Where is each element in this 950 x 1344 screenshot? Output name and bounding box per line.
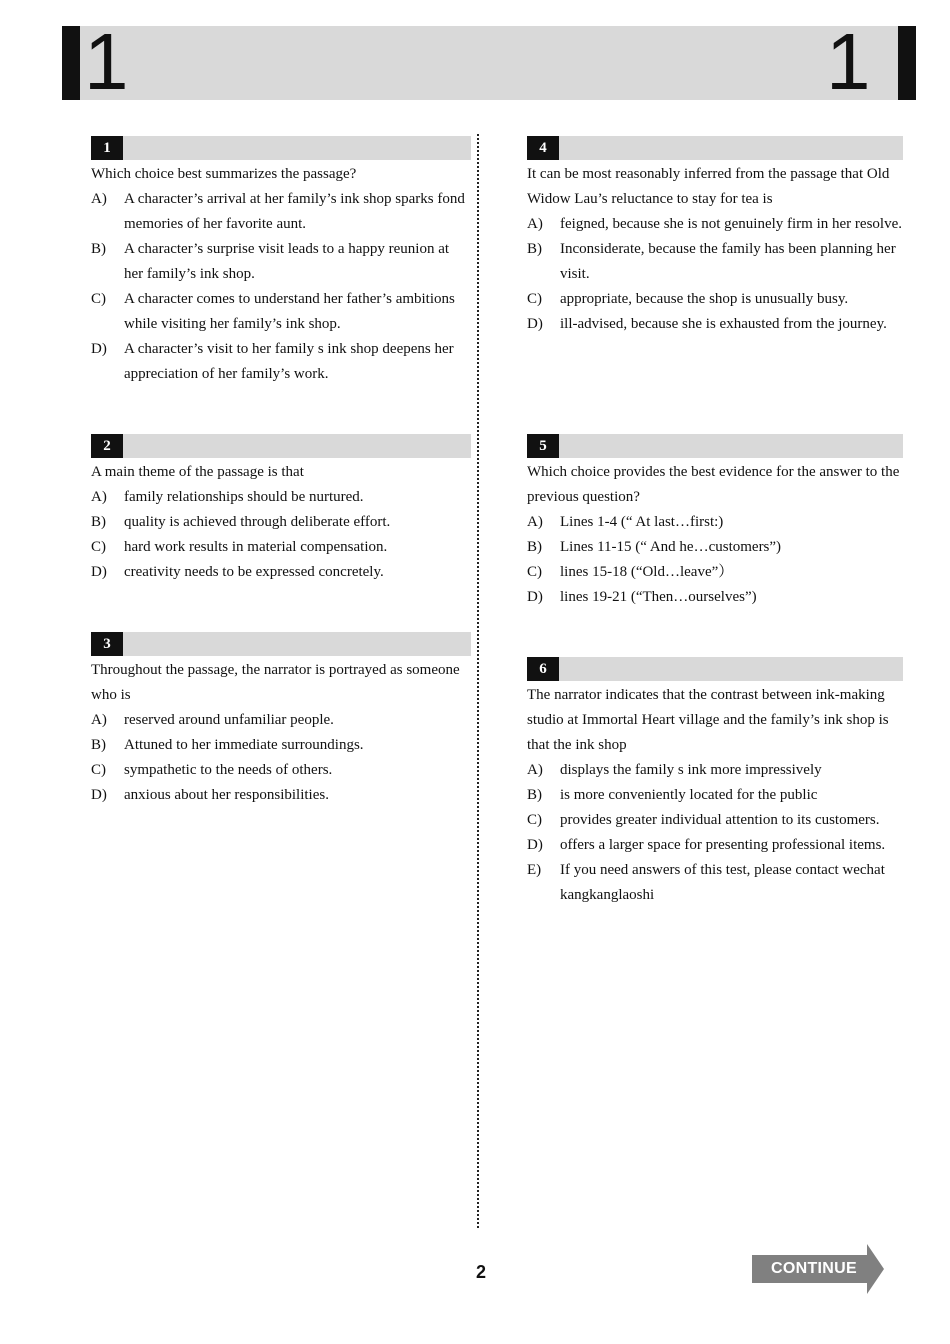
choice-letter: B) <box>91 241 106 257</box>
choice-letter: B) <box>91 514 106 530</box>
question-5 <box>527 434 903 610</box>
choice-letter: D) <box>527 837 543 853</box>
answer-choice-b[interactable] <box>527 237 903 287</box>
answer-choice-c[interactable] <box>91 758 471 783</box>
choice-letter: D) <box>91 787 107 803</box>
answer-choice-a[interactable] <box>527 212 903 237</box>
answer-choice-a[interactable] <box>527 510 903 535</box>
question-header-bar <box>527 657 903 681</box>
answer-choice-a[interactable] <box>91 187 471 237</box>
choice-letter: A) <box>91 489 107 505</box>
choice-letter: E) <box>527 862 542 878</box>
answer-choice-d[interactable] <box>527 585 903 610</box>
column-divider <box>477 134 479 1228</box>
choice-text: hard work results in material compensation. <box>124 539 388 555</box>
choice-text: anxious about her responsibilities. <box>124 787 329 803</box>
choice-letter: A) <box>91 191 107 207</box>
question-number: 3 <box>91 632 123 656</box>
question-stem: The narrator indicates that the contrast between ink-making studio at Immortal Heart village and the family’s ink shop is that the ink shop <box>527 687 889 753</box>
section-header-right-bar <box>898 26 916 100</box>
choice-letter: B) <box>91 737 106 753</box>
section-header-band <box>62 26 916 100</box>
choice-text: If you need answers of this test, please contact wechat kangkanglaoshi <box>560 862 885 903</box>
answer-choice-c[interactable] <box>527 808 903 833</box>
choice-text: A character’s surprise visit leads to a happy reunion at her family’s ink shop. <box>124 241 450 282</box>
choice-text: reserved around unfamiliar people. <box>124 712 334 728</box>
choice-text: offers a larger space for presenting professional items. <box>560 837 886 853</box>
question-header-bar <box>527 136 903 160</box>
question-stem: A main theme of the passage is that <box>91 464 304 480</box>
answer-choice-a[interactable] <box>91 708 471 733</box>
question-stem: Which choice provides the best evidence for the answer to the previous question? <box>527 464 900 505</box>
answer-choice-d[interactable] <box>91 560 471 585</box>
answer-choice-c[interactable] <box>91 535 471 560</box>
choice-letter: D) <box>527 316 543 332</box>
choice-text: A character’s arrival at her family’s ink shop sparks fond memories of her favorite aunt. <box>124 191 465 232</box>
choice-letter: C) <box>527 564 542 580</box>
answer-choice-e[interactable] <box>527 858 903 908</box>
choice-text: ill-advised, because she is exhausted from the journey. <box>560 316 887 332</box>
question-number: 4 <box>527 136 559 160</box>
answer-choice-c[interactable] <box>527 287 903 312</box>
question-2 <box>91 434 471 585</box>
choice-text: creativity needs to be expressed concretely. <box>124 564 384 580</box>
choice-text: A character’s visit to her family s ink shop deepens her appreciation of her family’s work. <box>124 341 454 382</box>
choice-text: provides greater individual attention to its customers. <box>560 812 880 828</box>
answer-choice-c[interactable] <box>91 287 471 337</box>
choice-letter: D) <box>527 589 543 605</box>
question-stem: It can be most reasonably inferred from the passage that Old Widow Lau’s reluctance to stay for tea is <box>527 166 890 207</box>
choice-letter: B) <box>527 787 542 803</box>
question-stem: Which choice best summarizes the passage? <box>91 166 357 182</box>
choice-letter: C) <box>91 762 106 778</box>
answer-choice-d[interactable] <box>527 833 903 858</box>
choice-letter: C) <box>527 291 542 307</box>
answer-choice-b[interactable] <box>527 535 903 560</box>
choice-text: A character comes to understand her father’s ambitions while visiting her family’s ink shop. <box>124 291 455 332</box>
choice-letter: A) <box>91 712 107 728</box>
question-stem: Throughout the passage, the narrator is portrayed as someone who is <box>91 662 460 703</box>
choice-text: displays the family s ink more impressively <box>560 762 822 778</box>
question-number: 2 <box>91 434 123 458</box>
question-header-bar <box>91 632 471 656</box>
choice-letter: D) <box>91 341 107 357</box>
question-header-bar <box>91 434 471 458</box>
answer-choice-b[interactable] <box>91 237 471 287</box>
choice-letter: C) <box>527 812 542 828</box>
choice-text: quality is achieved through deliberate effort. <box>124 514 391 530</box>
choice-letter: C) <box>91 539 106 555</box>
choice-letter: C) <box>91 291 106 307</box>
section-number-right: 1 <box>826 17 871 106</box>
choice-text: lines 19-21 (“Then…ourselves”) <box>560 589 757 605</box>
choice-letter: B) <box>527 241 542 257</box>
question-header-bar <box>91 136 471 160</box>
question-number: 5 <box>527 434 559 458</box>
answer-choice-b[interactable] <box>91 510 471 535</box>
choice-letter: A) <box>527 762 543 778</box>
page-number: 2 <box>475 1262 486 1282</box>
question-1 <box>91 136 471 387</box>
choice-text: family relationships should be nurtured. <box>124 489 364 505</box>
choice-text: sympathetic to the needs of others. <box>124 762 333 778</box>
answer-choice-b[interactable] <box>527 783 903 808</box>
section-number-left: 1 <box>84 17 129 106</box>
continue-label: CONTINUE <box>771 1260 857 1277</box>
answer-choice-c[interactable] <box>527 560 903 585</box>
choice-text: Lines 11-15 (“ And he…customers”) <box>560 539 782 555</box>
choice-letter: A) <box>527 216 543 232</box>
answer-choice-a[interactable] <box>527 758 903 783</box>
question-3 <box>91 632 471 808</box>
choice-text: lines 15-18 (“Old…leave”） <box>560 564 734 580</box>
answer-choice-d[interactable] <box>91 337 471 387</box>
choice-text: Inconsiderate, because the family has been planning her visit. <box>560 241 896 282</box>
continue-button[interactable] <box>752 1244 886 1294</box>
answer-choice-d[interactable] <box>527 312 903 337</box>
choice-text: feigned, because she is not genuinely firm in her resolve. <box>560 216 902 232</box>
choice-text: appropriate, because the shop is unusually busy. <box>560 291 849 307</box>
choice-letter: A) <box>527 514 543 530</box>
question-4 <box>527 136 903 337</box>
answer-choice-d[interactable] <box>91 783 471 808</box>
choice-text: is more conveniently located for the public <box>560 787 818 803</box>
question-number: 1 <box>91 136 123 160</box>
question-header-bar <box>527 434 903 458</box>
choice-text: Lines 1-4 (“ At last…first:) <box>560 514 724 530</box>
question-number: 6 <box>527 657 559 681</box>
choice-text: Attuned to her immediate surroundings. <box>124 737 364 753</box>
choice-letter: B) <box>527 539 542 555</box>
section-header-left-bar <box>62 26 80 100</box>
choice-letter: D) <box>91 564 107 580</box>
question-6 <box>527 657 903 908</box>
answer-choice-a[interactable] <box>91 485 471 510</box>
answer-choice-b[interactable] <box>91 733 471 758</box>
